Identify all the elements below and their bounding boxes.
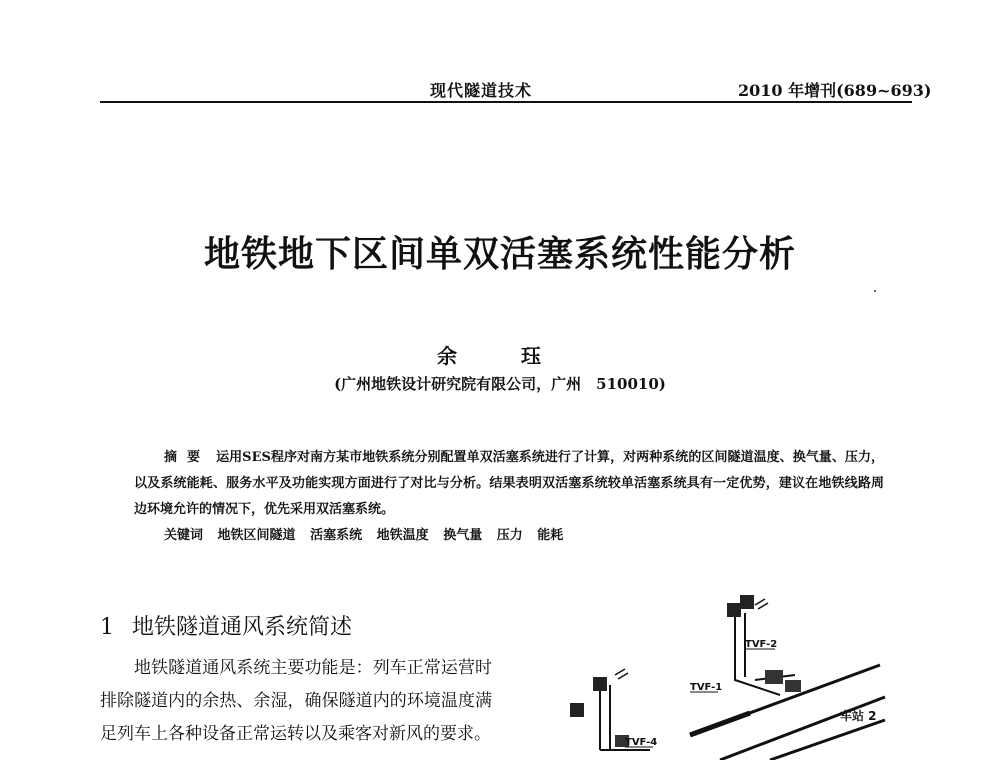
abstract-text: 运用SES程序对南方某市地铁系统分别配置单双活塞系统进行了计算，对两种系统的区间隧道温度、换气量、压力，以及系统能耗、服务水平及功能实现方面进行了对比与分析。结果表明双活塞系统较单活塞系统具有一定优势，建议在地铁线路周边环境允许的情况下，优先采用双活塞系统。: [134, 450, 884, 517]
keyword: 压力: [496, 528, 523, 543]
body-paragraph: 地铁隧道通风系统主要功能是：列车正常运营时排除隧道内的余热、余湿，确保隧道内的环境温度满足列车上各种设备正常运转以及乘客对新风的要求。: [100, 658, 492, 744]
keyword: 换气量: [443, 528, 483, 543]
keyword: 能耗: [537, 528, 564, 543]
journal-name: 现代隧道技术: [430, 81, 533, 100]
keyword: 地铁区间隧道: [217, 528, 296, 543]
header-rule: [100, 101, 912, 103]
keywords: [164, 524, 563, 543]
author-name: 余 珏: [437, 344, 563, 368]
figure-label: TVF-4: [625, 737, 658, 748]
figure-label: 车站 2: [840, 709, 877, 723]
keyword: 活塞系统: [310, 528, 363, 543]
figure-label: TVF-1: [690, 682, 723, 693]
figure-label: TVF-2: [745, 639, 778, 650]
abstract: [134, 445, 884, 523]
fan-unit: [727, 603, 741, 617]
section-title: 地铁隧道通风系统简述: [132, 615, 353, 640]
fan-unit: [570, 703, 584, 717]
issue-info: 2010 年增刊(689~693): [738, 81, 932, 100]
section-number: 1: [100, 615, 114, 640]
fan-unit: [740, 595, 754, 609]
abstract-label: 摘要: [164, 450, 211, 465]
fan-unit: [785, 680, 801, 692]
keyword: 地铁温度: [376, 528, 429, 543]
ventilation-diagram: [540, 585, 900, 760]
scan-speck: [874, 290, 876, 292]
paper-title: 地铁地下区间单双活塞系统性能分析: [203, 233, 796, 275]
fan-unit: [593, 677, 607, 691]
fan-unit: [765, 670, 783, 684]
keywords-label: 关键词: [164, 528, 204, 543]
fan-units: [570, 595, 801, 747]
author-affiliation: (广州地铁设计研究院有限公司，广州 510010): [334, 375, 666, 393]
section-heading: [100, 610, 352, 641]
